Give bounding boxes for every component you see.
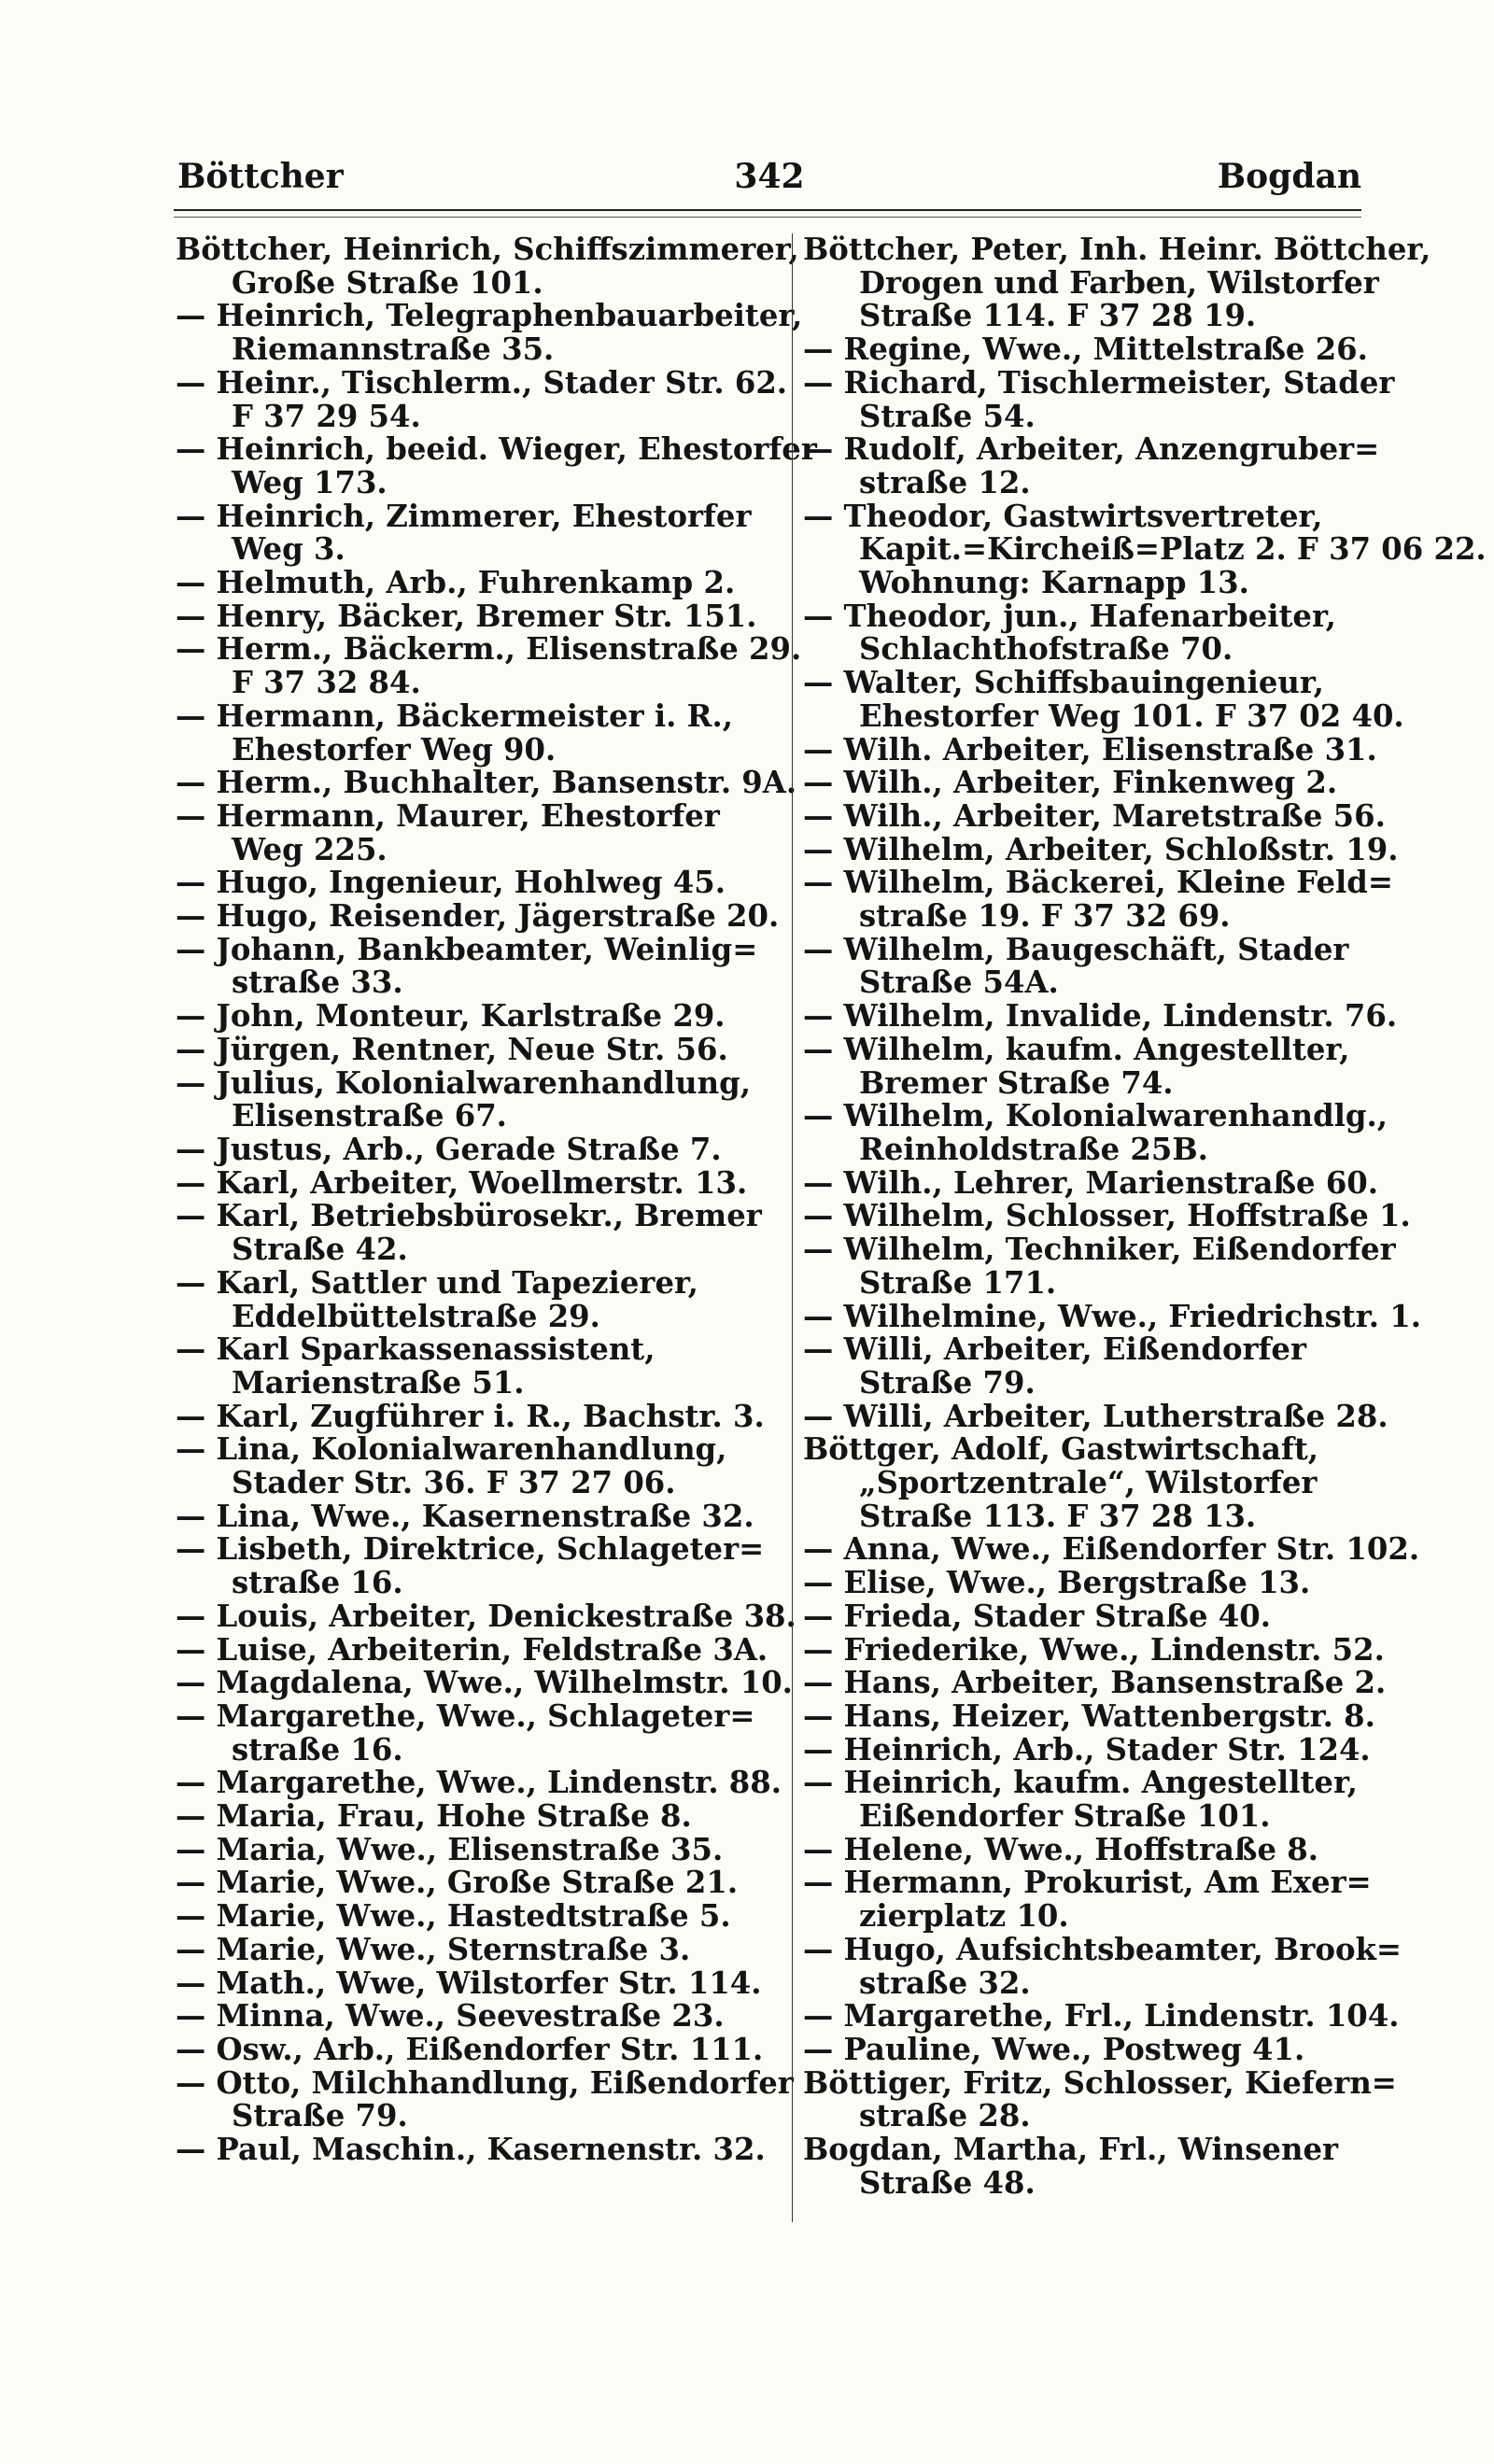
- entry-line: — Pauline, Wwe., Postweg 41.: [803, 2031, 1305, 2067]
- entry-line: — Hugo, Reisender, Jägerstraße 20.: [176, 898, 780, 935]
- entry-continuation-line: Ehestorfer Weg 101. F 37 02 40.: [859, 697, 1404, 734]
- entry-line: — Theodor, Gastwirtsvertreter,: [803, 498, 1323, 534]
- entry-line: — Minna, Wwe., Seevestraße 23.: [176, 1998, 725, 2035]
- entry-continuation-line: Straße 42.: [232, 1232, 408, 1268]
- entry-line: — Otto, Milchhandlung, Eißendorfer: [176, 2064, 794, 2101]
- entry-line: — Hugo, Aufsichtsbeamter, Brook=: [803, 1931, 1402, 1967]
- left-column: [176, 232, 817, 2168]
- entry-line: — Johann, Bankbeamter, Weinlig=: [176, 931, 758, 967]
- entry-continuation-line: Straße 48.: [859, 2164, 1036, 2201]
- entry-line: — Wilhelm, Arbeiter, Schloßstr. 19.: [803, 831, 1399, 867]
- entry-line: — Wilh. Arbeiter, Elisenstraße 31.: [803, 731, 1377, 767]
- entry-continuation-line: Drogen und Farben, Wilstorfer: [859, 264, 1379, 301]
- entry-line: — Karl, Zugführer i. R., Bachstr. 3.: [176, 1398, 765, 1434]
- entry-line: — Lina, Kolonialwarenhandlung,: [176, 1431, 727, 1468]
- entry-line: — Louis, Arbeiter, Denickestraße 38.: [176, 1598, 796, 1634]
- entry-line: — Frieda, Stader Straße 40.: [803, 1598, 1271, 1634]
- entry-continuation-line: Elisenstraße 67.: [232, 1098, 507, 1134]
- entry-line: — Herm., Buchhalter, Bansenstr. 9A.: [176, 765, 797, 801]
- entry-continuation-line: straße 28.: [859, 2098, 1031, 2134]
- entry-line: — Luise, Arbeiterin, Feldstraße 3A.: [176, 1631, 768, 1668]
- entry-line: — Heinrich, kaufm. Angestellter,: [803, 1765, 1358, 1801]
- entry-line: — Maria, Frau, Hohe Straße 8.: [176, 1798, 692, 1835]
- page-number: 342: [734, 157, 805, 196]
- entry-continuation-line: Ehestorfer Weg 90.: [232, 731, 557, 767]
- entry-line: — Henry, Bäcker, Bremer Str. 151.: [176, 598, 757, 634]
- entry-line: — Justus, Arb., Gerade Straße 7.: [176, 1131, 722, 1167]
- entry-continuation-line: Weg 3.: [232, 531, 345, 568]
- entry-line: — Wilh., Lehrer, Marienstraße 60.: [803, 1164, 1379, 1201]
- entry-line: Bogdan, Martha, Frl., Winsener: [803, 2132, 1339, 2168]
- entry-line: — Wilhelm, Bäckerei, Kleine Feld=: [803, 865, 1393, 901]
- entry-line: — Margarethe, Wwe., Schlageter=: [176, 1697, 755, 1734]
- entry-line: — Wilhelm, Schlosser, Hoffstraße 1.: [803, 1198, 1411, 1234]
- entry-line: — Hugo, Ingenieur, Hohlweg 45.: [176, 865, 726, 901]
- entry-line: — Willi, Arbeiter, Lutherstraße 28.: [803, 1398, 1388, 1434]
- entry-continuation-line: Eißendorfer Straße 101.: [859, 1798, 1271, 1835]
- entry-line: — Wilhelm, Techniker, Eißendorfer: [803, 1232, 1396, 1268]
- entry-continuation-line: Straße 54.: [859, 398, 1036, 434]
- entry-line: Böttger, Adolf, Gastwirtschaft,: [803, 1431, 1319, 1468]
- entry-line: — John, Monteur, Karlstraße 29.: [176, 998, 726, 1035]
- entry-continuation-line: Straße 113. F 37 28 13.: [859, 1498, 1257, 1534]
- entry-line: — Math., Wwe, Wilstorfer Str. 114.: [176, 1964, 762, 2001]
- entry-line: — Walter, Schiffsbauingenieur,: [803, 665, 1324, 701]
- column-divider: [792, 233, 793, 2222]
- entry-line: — Wilhelm, Kolonialwarenhandlg.,: [803, 1098, 1388, 1134]
- entry-line: — Margarethe, Wwe., Lindenstr. 88.: [176, 1765, 782, 1801]
- entry-line: — Karl, Arbeiter, Woellmerstr. 13.: [176, 1164, 748, 1201]
- entry-continuation-line: Marienstraße 51.: [232, 1364, 525, 1401]
- entry-line: — Regine, Wwe., Mittelstraße 26.: [803, 331, 1368, 368]
- entry-line: — Wilh., Arbeiter, Maretstraße 56.: [803, 797, 1386, 834]
- entry-continuation-line: straße 16.: [232, 1565, 403, 1601]
- entry-continuation-line: F 37 32 84.: [232, 665, 421, 701]
- entry-line: — Maria, Wwe., Elisenstraße 35.: [176, 1831, 724, 1867]
- entry-continuation-line: straße 16.: [232, 1731, 403, 1767]
- entry-continuation-line: Straße 54A.: [859, 964, 1059, 1001]
- entry-line: — Elise, Wwe., Bergstraße 13.: [803, 1565, 1311, 1601]
- entry-line: — Karl, Sattler und Tapezierer,: [176, 1264, 698, 1301]
- entry-line: — Richard, Tischlermeister, Stader: [803, 364, 1395, 401]
- entry-line: — Julius, Kolonialwarenhandlung,: [176, 1064, 751, 1101]
- header-rule-thin: [174, 217, 1361, 218]
- entry-line: — Osw., Arb., Eißendorfer Str. 111.: [176, 2031, 764, 2067]
- entry-line: — Heinrich, Telegraphenbauarbeiter,: [176, 298, 803, 334]
- entry-continuation-line: straße 33.: [232, 964, 403, 1001]
- entry-line: — Wilh., Arbeiter, Finkenweg 2.: [803, 765, 1338, 801]
- entry-line: — Paul, Maschin., Kasernenstr. 32.: [176, 2132, 766, 2168]
- entry-line: — Heinrich, Arb., Stader Str. 124.: [803, 1731, 1371, 1767]
- entry-line: — Hans, Heizer, Wattenbergstr. 8.: [803, 1697, 1375, 1734]
- entry-continuation-line: Weg 173.: [232, 464, 388, 500]
- entry-line: — Helmuth, Arb., Fuhrenkamp 2.: [176, 565, 736, 601]
- entry-line: — Willi, Arbeiter, Eißendorfer: [803, 1331, 1306, 1368]
- entry-continuation-line: straße 32.: [859, 1964, 1031, 2001]
- entry-line: — Wilhelmine, Wwe., Friedrichstr. 1.: [803, 1298, 1421, 1334]
- entry-line: — Heinrich, Zimmerer, Ehestorfer: [176, 498, 752, 534]
- entry-line: Böttcher, Heinrich, Schiffszimmerer,: [176, 232, 799, 267]
- entry-continuation-line: Große Straße 101.: [232, 264, 543, 301]
- entry-line: — Helene, Wwe., Hoffstraße 8.: [803, 1831, 1318, 1867]
- entry-line: — Hermann, Prokurist, Am Exer=: [803, 1865, 1372, 1901]
- right-column: [803, 232, 1487, 2201]
- entry-line: Böttiger, Fritz, Schlosser, Kiefern=: [803, 2064, 1397, 2101]
- entry-line: — Lisbeth, Direktrice, Schlageter=: [176, 1531, 765, 1568]
- entry-continuation-line: Bremer Straße 74.: [859, 1064, 1174, 1101]
- entry-continuation-line: straße 19. F 37 32 69.: [859, 898, 1231, 935]
- entry-line: — Wilhelm, kaufm. Angestellter,: [803, 1031, 1350, 1067]
- entry-line: — Theodor, jun., Hafenarbeiter,: [803, 598, 1336, 634]
- entry-continuation-line: Kapit.=Kircheiß=Platz 2. F 37 06 22.: [859, 531, 1487, 568]
- entry-continuation-line: Wohnung: Karnapp 13.: [859, 565, 1249, 601]
- entry-line: — Hermann, Bäckermeister i. R.,: [176, 697, 733, 734]
- entry-line: — Hans, Arbeiter, Bansenstraße 2.: [803, 1665, 1387, 1701]
- entry-continuation-line: Straße 114. F 37 28 19.: [859, 298, 1257, 334]
- entry-continuation-line: Straße 171.: [859, 1264, 1057, 1301]
- entry-line: — Marie, Wwe., Große Straße 21.: [176, 1865, 739, 1901]
- entry-line: — Karl, Betriebsbürosekr., Bremer: [176, 1198, 762, 1234]
- entry-line: — Friederike, Wwe., Lindenstr. 52.: [803, 1631, 1385, 1668]
- entry-line: — Wilhelm, Baugeschäft, Stader: [803, 931, 1349, 967]
- entry-line: — Heinrich, beeid. Wieger, Ehestorfer: [176, 431, 817, 468]
- entry-continuation-line: Straße 79.: [232, 2098, 408, 2134]
- entry-line: — Marie, Wwe., Sternstraße 3.: [176, 1931, 691, 1967]
- entry-line: — Heinr., Tischlerm., Stader Str. 62.: [176, 364, 788, 401]
- entry-line: — Magdalena, Wwe., Wilhelmstr. 10.: [176, 1665, 793, 1701]
- entry-line: — Margarethe, Frl., Lindenstr. 104.: [803, 1998, 1400, 2035]
- entry-line: — Marie, Wwe., Hastedtstraße 5.: [176, 1898, 731, 1935]
- entry-continuation-line: Stader Str. 36. F 37 27 06.: [232, 1465, 676, 1501]
- entry-continuation-line: Riemannstraße 35.: [232, 331, 555, 368]
- entry-continuation-line: Straße 79.: [859, 1364, 1036, 1401]
- entry-continuation-line: Reinholdstraße 25B.: [859, 1131, 1208, 1167]
- entry-continuation-line: Eddelbüttelstraße 29.: [232, 1298, 600, 1334]
- header-rule: [174, 209, 1361, 211]
- entry-continuation-line: zierplatz 10.: [859, 1898, 1069, 1935]
- entry-continuation-line: F 37 29 54.: [232, 398, 421, 434]
- entry-line: — Hermann, Maurer, Ehestorfer: [176, 797, 720, 834]
- entry-line: — Anna, Wwe., Eißendorfer Str. 102.: [803, 1531, 1420, 1568]
- page-header: [177, 157, 1361, 213]
- entry-continuation-line: straße 12.: [859, 464, 1031, 500]
- entry-line: — Rudolf, Arbeiter, Anzengruber=: [803, 431, 1380, 468]
- entry-continuation-line: „Sportzentrale“, Wilstorfer: [859, 1465, 1318, 1501]
- entry-line: — Karl Sparkassenassistent,: [176, 1331, 655, 1368]
- entry-line: Böttcher, Peter, Inh. Heinr. Böttcher,: [803, 232, 1431, 267]
- entry-line: — Herm., Bäckerm., Elisenstraße 29.: [176, 631, 802, 668]
- entry-line: — Lina, Wwe., Kasernenstraße 32.: [176, 1498, 754, 1534]
- header-right-keyword: Bogdan: [1217, 157, 1361, 196]
- header-left-keyword: Böttcher: [177, 157, 344, 196]
- entry-line: — Wilhelm, Invalide, Lindenstr. 76.: [803, 998, 1398, 1035]
- entry-line: — Jürgen, Rentner, Neue Str. 56.: [176, 1031, 728, 1067]
- entry-continuation-line: Schlachthofstraße 70.: [859, 631, 1233, 668]
- entry-continuation-line: Weg 225.: [232, 831, 388, 867]
